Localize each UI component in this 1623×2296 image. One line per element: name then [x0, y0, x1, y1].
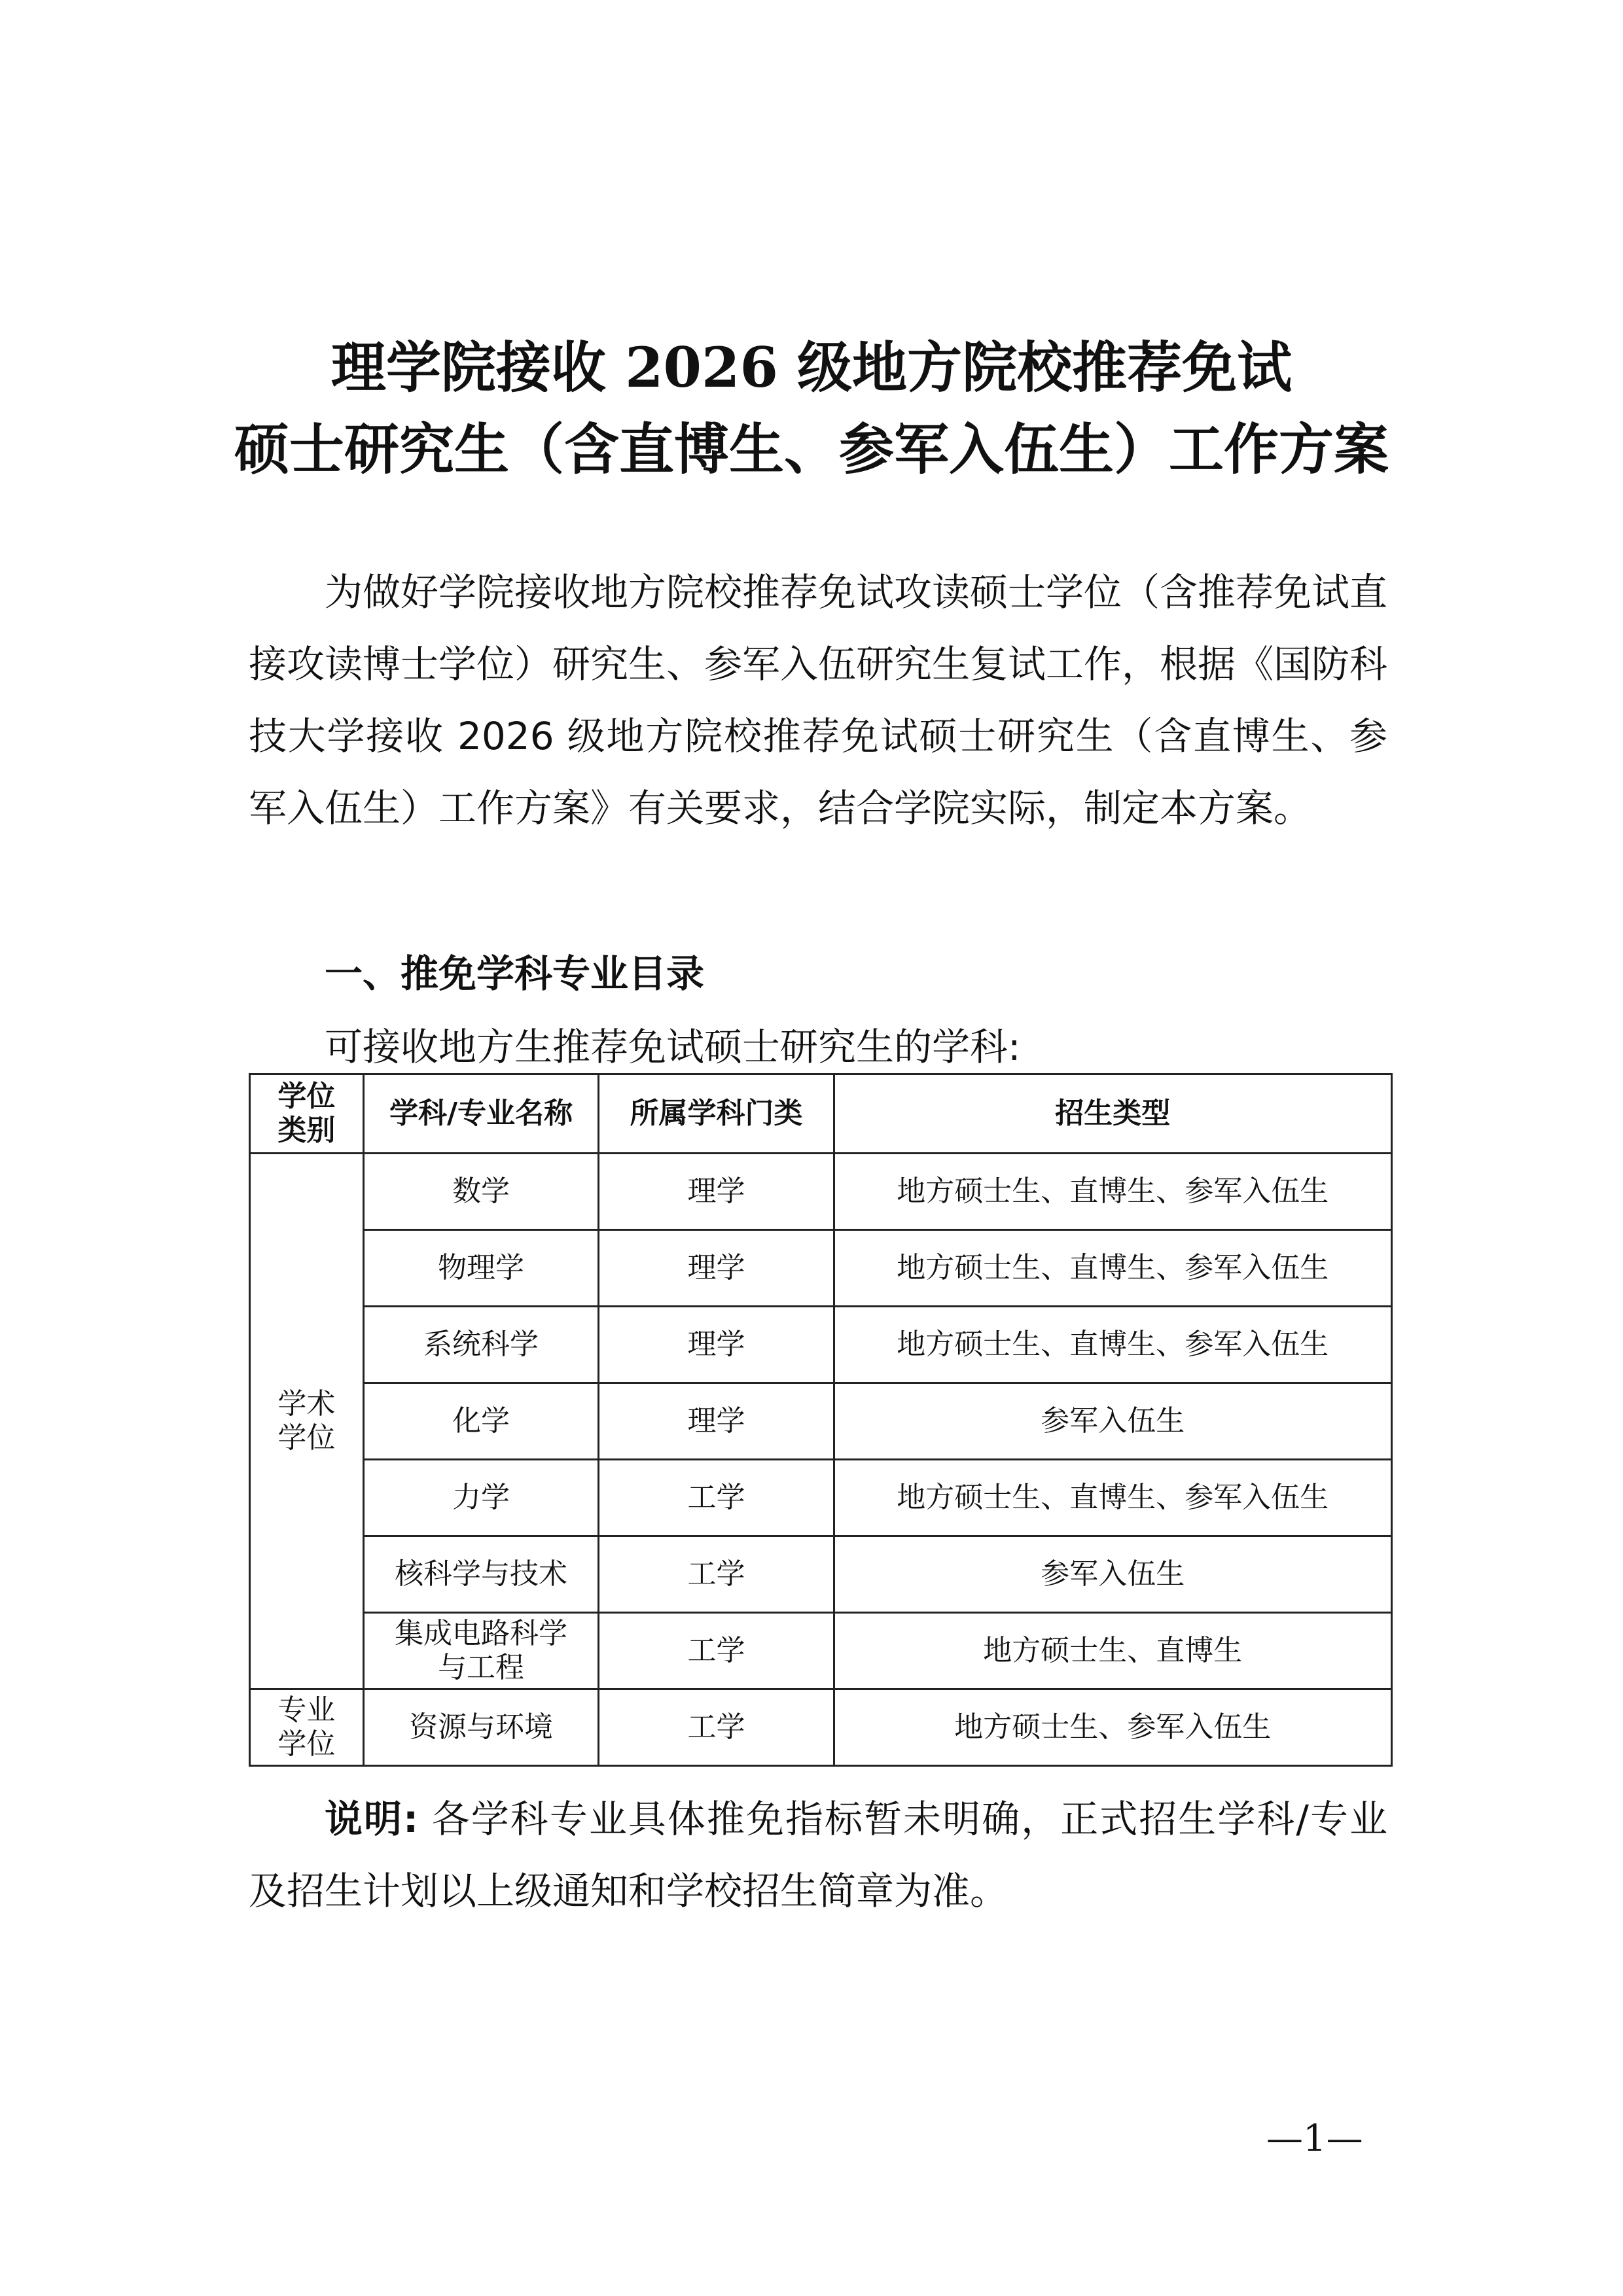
discipline-cell: 化学 [363, 1383, 598, 1460]
header-degree-type: 学位类别 [250, 1074, 364, 1154]
header-discipline: 学科/专业名称 [363, 1074, 598, 1154]
document-title-line1: 理学院接收 2026 级地方院校推荐免试 [330, 335, 1293, 400]
table-row [250, 1154, 1392, 1230]
table-row [250, 1383, 1392, 1460]
category-cell: 工学 [599, 1613, 834, 1689]
note-text: 各学科专业具体推免指标暂未明确，正式招生学科/专业及招生计划以上级通知和学校招生简章为准。 [249, 1797, 1387, 1913]
table-row [250, 1613, 1392, 1689]
enrollment-cell: 参军入伍生 [834, 1536, 1391, 1613]
table-row [250, 1230, 1392, 1307]
category-cell: 工学 [599, 1536, 834, 1613]
category-cell: 理学 [599, 1154, 834, 1230]
note-label: 说明: [325, 1797, 419, 1841]
note-paragraph [249, 1783, 1387, 1927]
discipline-cell: 资源与环境 [363, 1689, 598, 1766]
enrollment-cell: 地方硕士生、直博生、参军入伍生 [834, 1460, 1391, 1536]
discipline-cell: 核科学与技术 [363, 1536, 598, 1613]
enrollment-cell: 参军入伍生 [834, 1383, 1391, 1460]
header-enrollment: 招生类型 [834, 1074, 1391, 1154]
discipline-cell: 力学 [363, 1460, 598, 1536]
table-row [250, 1460, 1392, 1536]
category-cell: 工学 [599, 1460, 834, 1536]
table-row [250, 1536, 1392, 1613]
discipline-cell: 系统科学 [363, 1307, 598, 1383]
category-cell: 工学 [599, 1689, 834, 1766]
discipline-table [249, 1073, 1393, 1767]
enrollment-cell: 地方硕士生、参军入伍生 [834, 1689, 1391, 1766]
degree-type-cell: 专业学位 [250, 1689, 364, 1766]
table-header-row [250, 1074, 1392, 1154]
header-category: 所属学科门类 [599, 1074, 834, 1154]
table-row [250, 1689, 1392, 1766]
table-row [250, 1307, 1392, 1383]
degree-type-cell: 学术学位 [250, 1154, 364, 1689]
category-cell: 理学 [599, 1307, 834, 1383]
discipline-cell: 数学 [363, 1154, 598, 1230]
enrollment-cell: 地方硕士生、直博生、参军入伍生 [834, 1307, 1391, 1383]
table-intro-text: 可接收地方生推荐免试硕士研究生的学科: [325, 1025, 1021, 1069]
enrollment-cell: 地方硕士生、直博生、参军入伍生 [834, 1230, 1391, 1307]
intro-paragraph: 为做好学院接收地方院校推荐免试攻读硕士学位（含推荐免试直接攻读博士学位）研究生、参军入伍研究生复试工作，根据《国防科技大学接收 2026 级地方院校推荐免试硕士研究生（含直博生、参军入伍生）工作方案》有关要求，结合学院实际，制定本方案。 [249, 570, 1388, 830]
category-cell: 理学 [599, 1383, 834, 1460]
enrollment-cell: 地方硕士生、直博生、参军入伍生 [834, 1154, 1391, 1230]
enrollment-cell: 地方硕士生、直博生 [834, 1613, 1391, 1689]
discipline-cell: 物理学 [363, 1230, 598, 1307]
discipline-cell: 集成电路科学与工程 [363, 1613, 598, 1689]
page-number: —1— [1266, 2117, 1363, 2160]
category-cell: 理学 [599, 1230, 834, 1307]
document-title-line2: 硕士研究生（含直博生、参军入伍生）工作方案 [234, 417, 1389, 482]
section-heading: 一、推免学科专业目录 [325, 951, 705, 996]
